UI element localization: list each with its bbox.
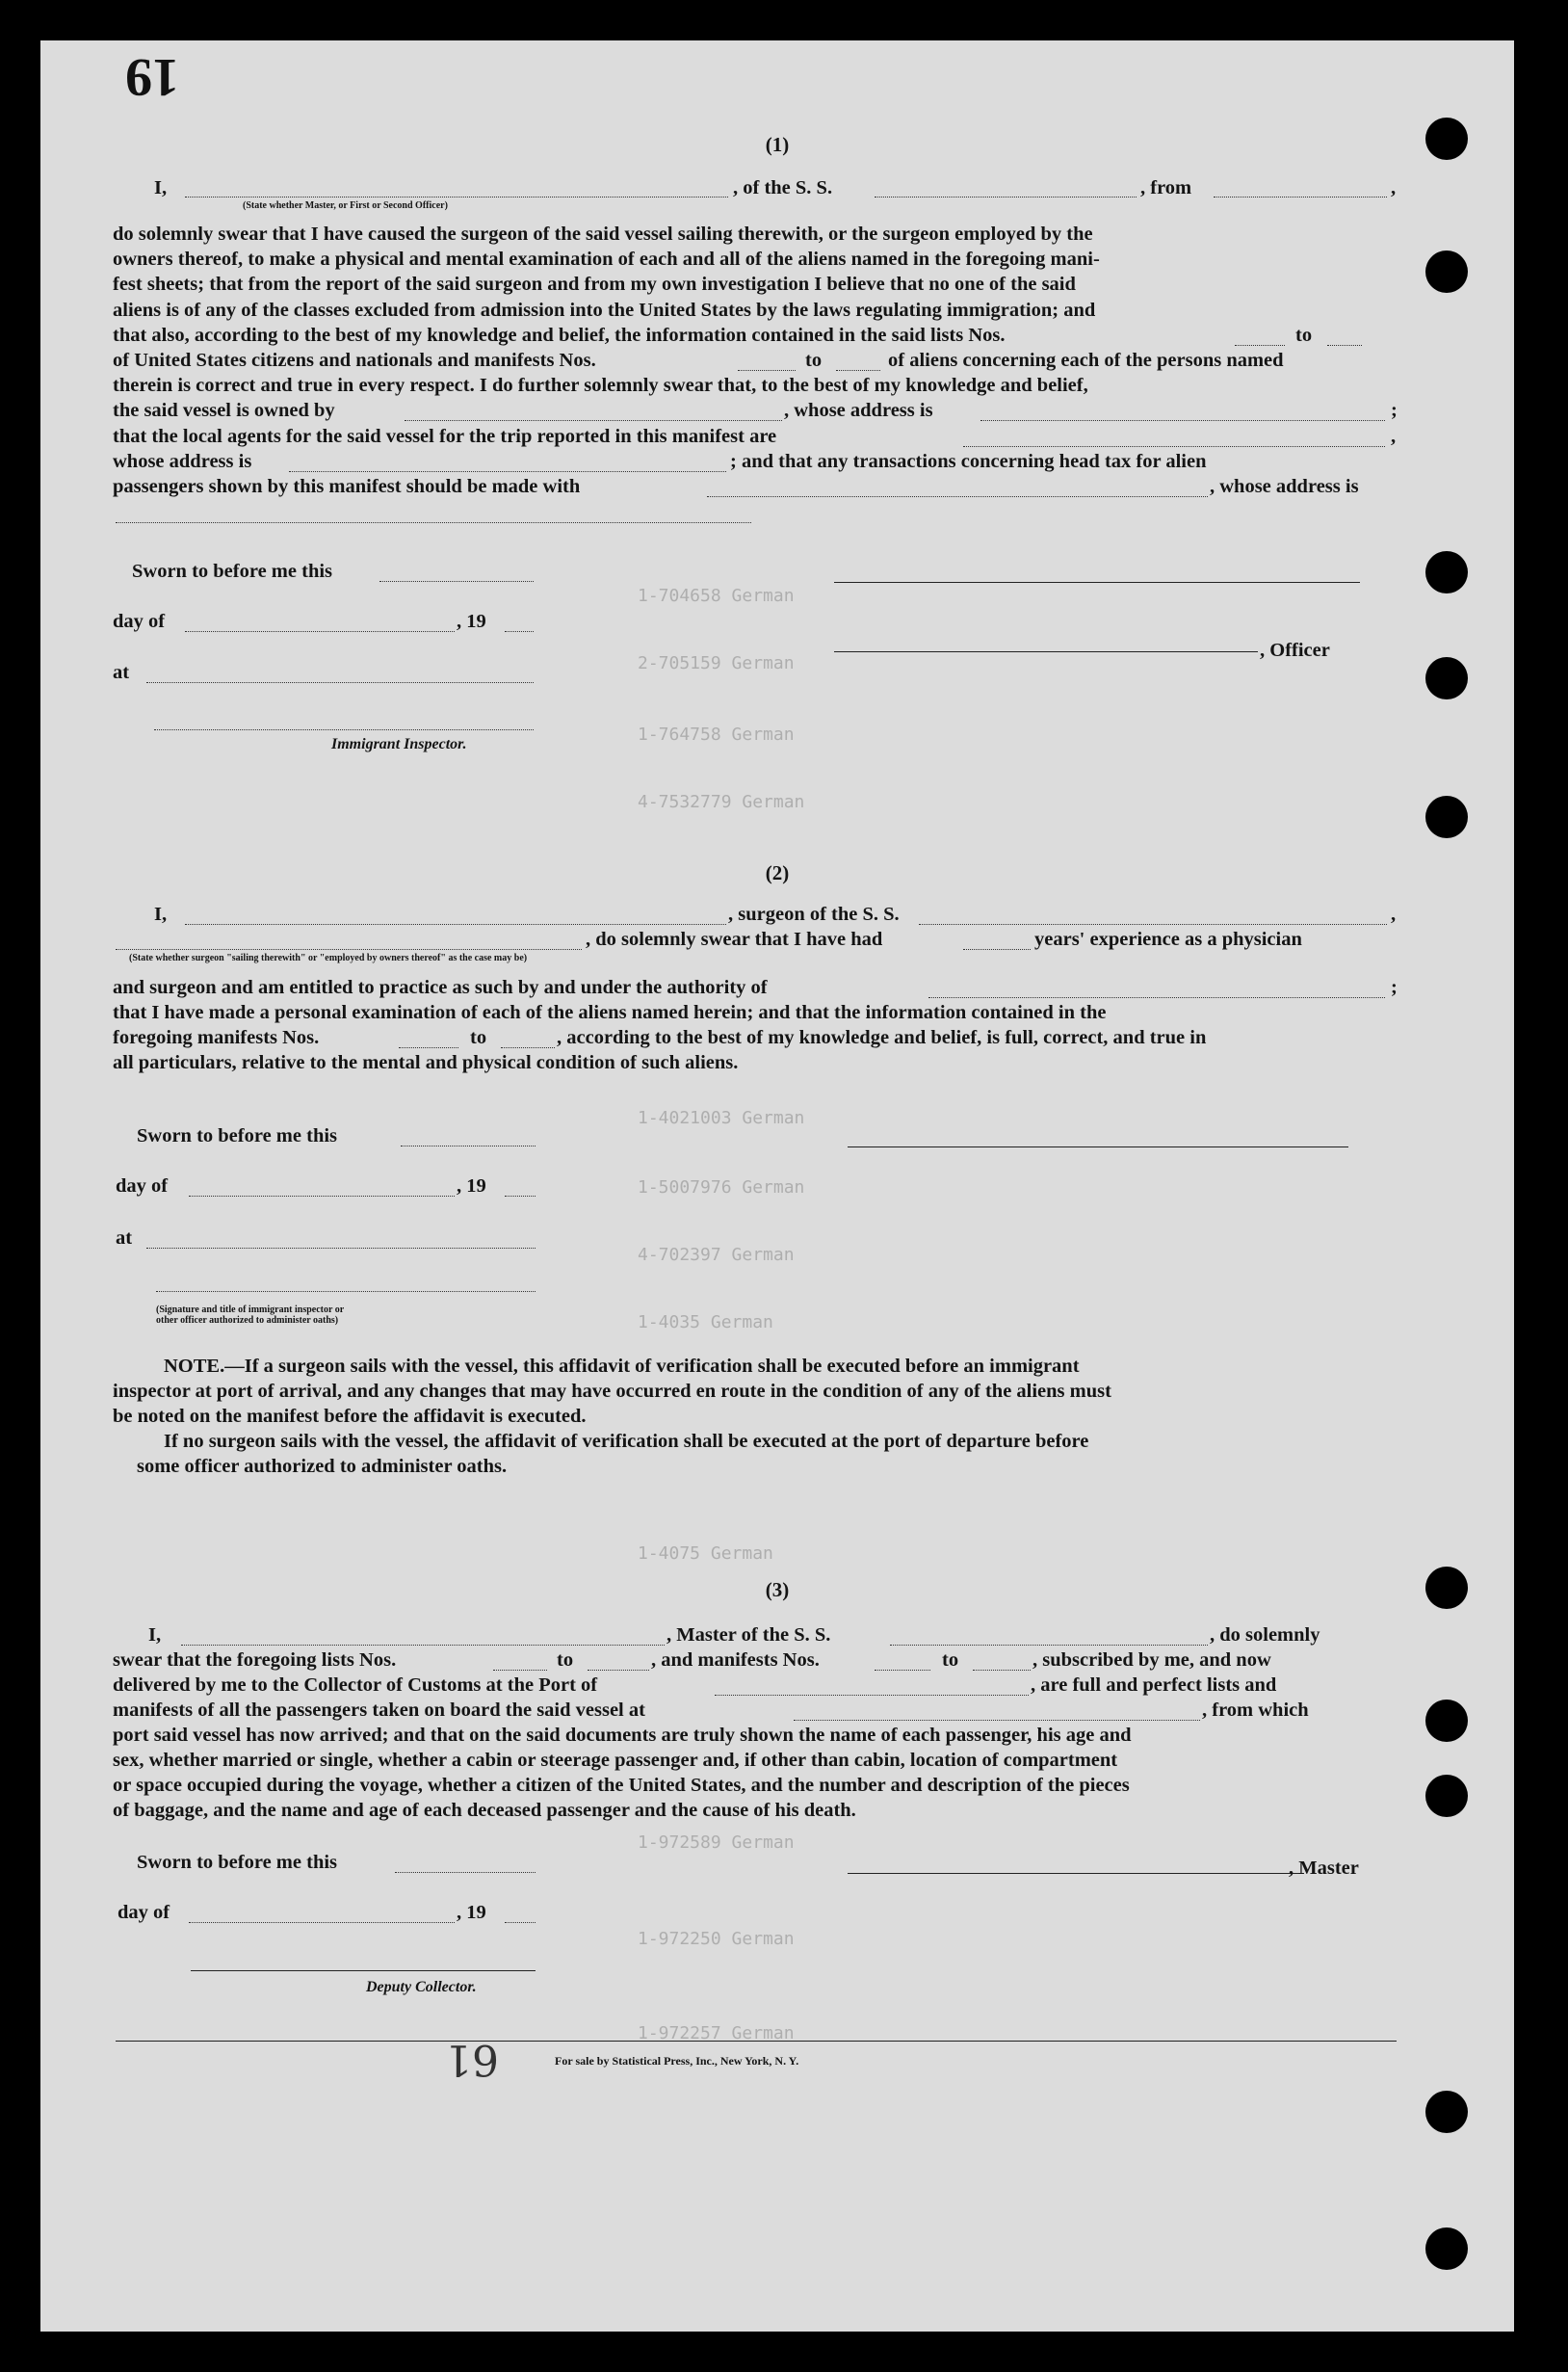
manifests-to-field[interactable] (501, 1047, 555, 1048)
surgeon-status-field[interactable] (116, 949, 582, 950)
manifests-to-field[interactable] (973, 1670, 1031, 1671)
affidavit-line: all particulars, relative to the mental and physical condition of such aliens. (113, 1052, 739, 1073)
note-line: some officer authorized to administer oaths. (137, 1456, 508, 1477)
printer-imprint: For sale by Statistical Press, Inc., New York, N. Y. (555, 2054, 799, 2068)
affidavit-line: that the local agents for the said vessel for the trip reported in this manifest are (113, 426, 777, 447)
master-signature-line[interactable] (848, 1873, 1304, 1874)
at-label: at (116, 1227, 133, 1249)
sworn-label: Sworn to before me this (137, 1852, 338, 1873)
punch-hole (1425, 250, 1468, 293)
affidavit-line: manifests of all the passengers taken on board the said vessel at (113, 1700, 645, 1721)
affidavit-line: port said vessel has now arrived; and that on the said documents are truly shown the name of each passenger, his age and (113, 1725, 1132, 1746)
label-from: , from (1140, 177, 1192, 198)
signature-line[interactable] (834, 582, 1360, 583)
punch-hole (1425, 1567, 1468, 1609)
affidavit-line: and surgeon and am entitled to practice as such by and under the authority of (113, 977, 768, 998)
signature-hint: (Signature and title of immigrant inspector or (156, 1305, 345, 1315)
note-line: inspector at port of arrival, and any changes that may have occurred en route in the condition of any of the aliens must (113, 1381, 1111, 1402)
officer-label: , Officer (1260, 640, 1330, 661)
embarkation-port-field[interactable] (794, 1720, 1200, 1721)
authority-field[interactable] (928, 997, 1385, 998)
collector-signature-line[interactable] (191, 1970, 536, 1971)
year-field[interactable] (505, 1196, 536, 1197)
sworn-day-field[interactable] (395, 1872, 536, 1873)
label-do-swear: , do solemnly (1210, 1624, 1320, 1646)
affiant-prefix: I, (148, 1624, 162, 1646)
note-line: NOTE.—If a surgeon sails with the vessel, this affidavit of verification shall be executed before an immigrant (164, 1356, 1080, 1377)
punch-hole (1425, 551, 1468, 593)
punch-hole (1425, 796, 1468, 838)
inspector-signature-field[interactable] (156, 1291, 536, 1292)
bleed-through-text: 1-4035 German (638, 1312, 773, 1332)
affiant-prefix: I, (154, 177, 168, 198)
sworn-day-field[interactable] (379, 581, 534, 582)
label-of-ss: , of the S. S. (733, 177, 833, 198)
note-line: be noted on the manifest before the affidavit is executed. (113, 1406, 587, 1427)
year-field[interactable] (505, 631, 534, 632)
officer-signature-line[interactable] (834, 651, 1258, 652)
lists-from-field[interactable] (1235, 345, 1285, 346)
affidavit-line-tail: ; and that any transactions concerning head tax for alien (730, 451, 1207, 472)
comma: , (1391, 177, 1397, 198)
vessel-name-field[interactable] (875, 197, 1137, 198)
departure-port-field[interactable] (1214, 197, 1387, 198)
bleed-through-text: 1-4075 German (638, 1543, 773, 1564)
affidavit-line: of United States citizens and nationals and manifests Nos. (113, 350, 596, 371)
page-number: 19 (125, 47, 179, 107)
punch-hole (1425, 1700, 1468, 1742)
label-to: to (557, 1649, 574, 1671)
year-prefix: , 19 (457, 1175, 486, 1197)
officer-name-field[interactable] (185, 197, 728, 198)
affidavit-line-tail: , are full and perfect lists and (1031, 1674, 1277, 1696)
affidavit-line: aliens is of any of the classes excluded from admission into the United States by the laws regulating immigration; and (113, 300, 1096, 321)
affidavit-line: that also, according to the best of my knowledge and belief, the information contained in the said lists Nos. (113, 325, 1006, 346)
master-label: , Master (1289, 1858, 1359, 1879)
bleed-through-text: 1-972257 German (638, 2023, 795, 2043)
place-field[interactable] (146, 682, 534, 683)
master-name-field[interactable] (181, 1645, 665, 1646)
footer-rule (116, 2041, 1397, 2042)
day-of-label: day of (113, 611, 166, 632)
affidavit-line: passengers shown by this manifest should be made with (113, 476, 581, 497)
affidavit-line: foregoing manifests Nos. (113, 1027, 320, 1048)
month-field[interactable] (185, 631, 455, 632)
surgeon-name-field[interactable] (185, 924, 726, 925)
day-of-label: day of (116, 1175, 169, 1197)
punch-hole (1425, 657, 1468, 699)
bleed-through-text: 1-704658 German (638, 586, 795, 606)
inspector-caption: Immigrant Inspector. (331, 736, 467, 752)
vessel-owner-field[interactable] (405, 420, 782, 421)
lists-to-field[interactable] (588, 1670, 649, 1671)
sworn-label: Sworn to before me this (137, 1125, 338, 1146)
punch-hole (1425, 118, 1468, 160)
surgeon-vessel-field[interactable] (919, 924, 1387, 925)
manifests-from-field[interactable] (875, 1670, 930, 1671)
affidavit-line: sex, whether married or single, whether a cabin or steerage passenger and, if other than cabin, location of compartment (113, 1750, 1118, 1771)
bleed-through-text: 1-972250 German (638, 1929, 795, 1949)
head-tax-address-field[interactable] (116, 522, 751, 523)
manifests-from-field[interactable] (738, 370, 796, 371)
affidavit-line-tail: of aliens concerning each of the persons named (888, 350, 1284, 371)
month-field[interactable] (189, 1922, 455, 1923)
affidavit-line: therein is correct and true in every respect. I do further solemnly swear that, to the best of my knowledge and belief, (113, 375, 1088, 396)
manifests-from-field[interactable] (399, 1047, 458, 1048)
affidavit-line: delivered by me to the Collector of Customs at the Port of (113, 1674, 598, 1696)
surgeon-hint: (State whether surgeon "sailing therewith" or "employed by owners thereof" as the case may be) (129, 953, 528, 963)
affidavit-line: that I have made a personal examination of each of the aliens named herein; and that the information contained in the (113, 1002, 1107, 1023)
local-agents-field[interactable] (963, 446, 1385, 447)
year-prefix: , 19 (457, 611, 486, 632)
label-master-of: , Master of the S. S. (666, 1624, 831, 1646)
at-label: at (113, 662, 130, 683)
month-field[interactable] (189, 1196, 455, 1197)
affidavit-line-tail: , according to the best of my knowledge and belief, is full, correct, and true in (557, 1027, 1207, 1048)
comma: , (1391, 426, 1397, 447)
label-whose-address: , whose address is (784, 400, 933, 421)
arrival-port-field[interactable] (715, 1695, 1029, 1696)
surgeon-signature-line[interactable] (848, 1146, 1348, 1147)
bleed-through-text: 1-5007976 German (638, 1177, 805, 1198)
day-of-label: day of (118, 1902, 170, 1923)
label-to: to (942, 1649, 959, 1671)
bleed-through-text: 1-4021003 German (638, 1108, 805, 1128)
label-do-swear: , do solemnly swear that I have had (586, 929, 883, 950)
semicolon: ; (1391, 400, 1398, 421)
label-surgeon-of: , surgeon of the S. S. (728, 904, 900, 925)
year-prefix: , 19 (457, 1902, 486, 1923)
affidavit-line-tail: , from which (1202, 1700, 1309, 1721)
manifest-affidavit-page (40, 40, 1514, 2332)
agents-address-field[interactable] (289, 471, 726, 472)
bleed-through-text: 4-7532779 German (638, 792, 805, 812)
master-vessel-field[interactable] (890, 1645, 1208, 1646)
comma: , (1391, 904, 1397, 925)
section-1-heading: (1) (765, 133, 790, 156)
affidavit-line: fest sheets; that from the report of the said surgeon and from my own investigation I believe that no one of the said (113, 274, 1076, 295)
year-field[interactable] (505, 1922, 536, 1923)
place-field[interactable] (146, 1248, 536, 1249)
inspector-signature-field[interactable] (154, 729, 534, 730)
affidavit-line: owners thereof, to make a physical and mental examination of each and all of the aliens named in the foregoing mani- (113, 249, 1100, 270)
affidavit-line: of baggage, and the name and age of each deceased passenger and the cause of his death. (113, 1800, 856, 1821)
affidavit-line: swear that the foregoing lists Nos. (113, 1649, 397, 1671)
punch-hole (1425, 2091, 1468, 2133)
owner-address-field[interactable] (980, 420, 1385, 421)
years-field[interactable] (963, 949, 1031, 950)
signature-hint: other officer authorized to administer oaths) (156, 1315, 339, 1326)
bleed-through-text: 1-972589 German (638, 1832, 795, 1853)
section-3-heading: (3) (765, 1578, 790, 1601)
label-years: years' experience as a physician (1034, 929, 1302, 950)
head-tax-party-field[interactable] (707, 496, 1208, 497)
lists-from-field[interactable] (493, 1670, 547, 1671)
label-manifests: , and manifests Nos. (651, 1649, 820, 1671)
semicolon: ; (1391, 977, 1398, 998)
affidavit-line: do solemnly swear that I have caused the surgeon of the said vessel sailing therewith, or the surgeon employed by the (113, 224, 1093, 245)
punch-hole (1425, 1775, 1468, 1817)
sworn-label: Sworn to before me this (132, 561, 333, 582)
affidavit-line: or space occupied during the voyage, whether a citizen of the United States, and the number and description of the pieces (113, 1775, 1130, 1796)
label-to: to (470, 1027, 487, 1048)
lists-to-field[interactable] (1327, 345, 1362, 346)
bleed-through-text: 1-764758 German (638, 725, 795, 745)
punch-hole (1425, 2227, 1468, 2270)
label-to: to (805, 350, 823, 371)
bleed-through-text: 2-705159 German (638, 653, 795, 673)
label-whose-address: , whose address is (1210, 476, 1359, 497)
bleed-through-text: 4-702397 German (638, 1245, 795, 1265)
collector-caption: Deputy Collector. (366, 1979, 477, 1995)
section-2-heading: (2) (765, 861, 790, 884)
handwritten-mark: 61 (445, 2035, 499, 2084)
affidavit-line-tail: , subscribed by me, and now (1032, 1649, 1271, 1671)
officer-hint: (State whether Master, or First or Second Officer) (243, 200, 448, 211)
affiant-prefix: I, (154, 904, 168, 925)
affidavit-line: whose address is (113, 451, 252, 472)
note-line: If no surgeon sails with the vessel, the affidavit of verification shall be executed at the port of departure before (164, 1431, 1089, 1452)
affidavit-line: the said vessel is owned by (113, 400, 335, 421)
label-to: to (1295, 325, 1313, 346)
manifests-to-field[interactable] (836, 370, 880, 371)
